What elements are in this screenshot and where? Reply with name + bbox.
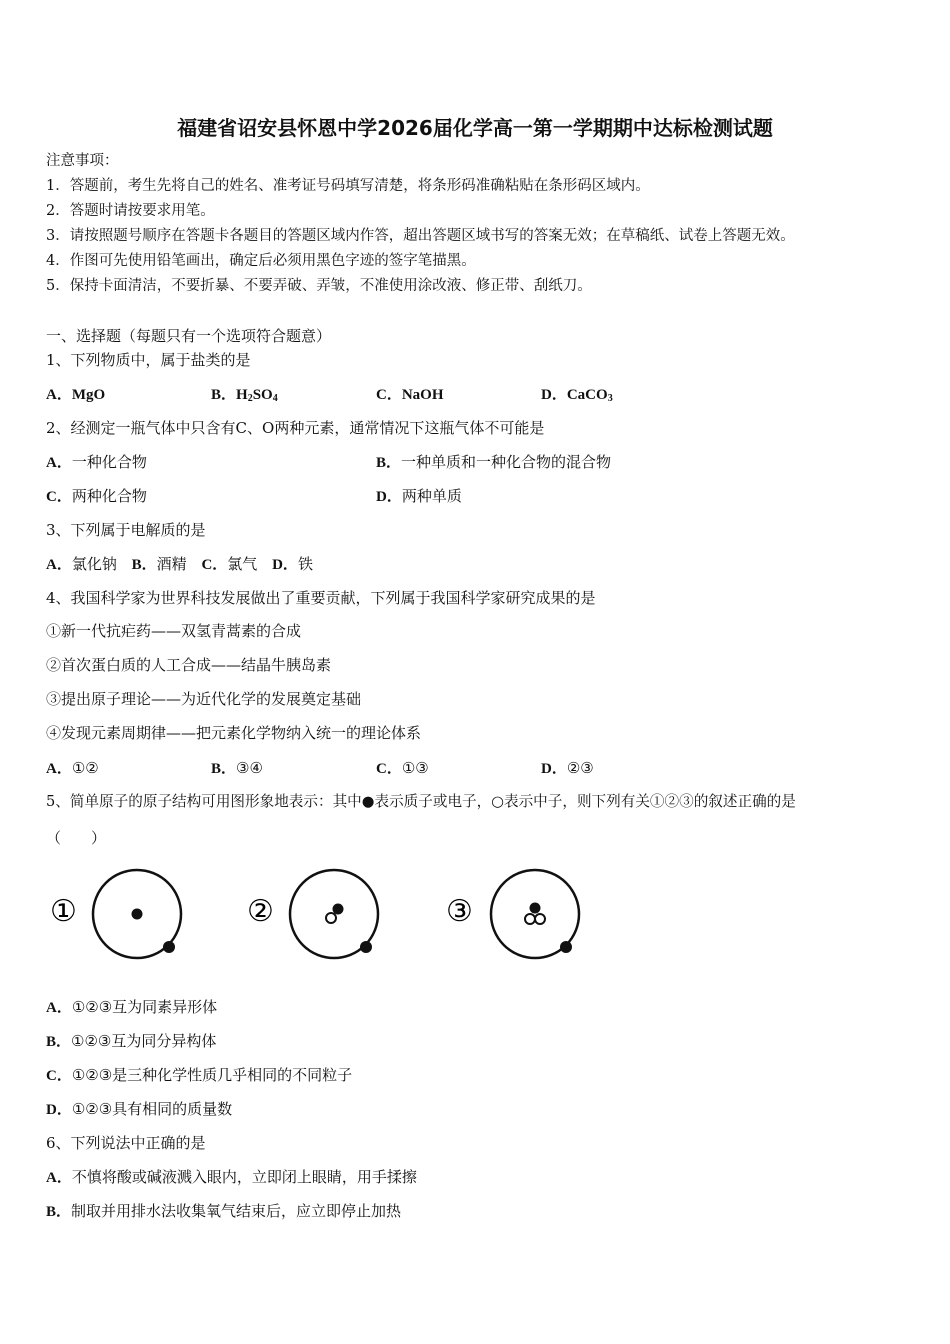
- q2-option-b: B．一种单质和一种化合物的混合物: [376, 453, 612, 471]
- q4-option-c: C．①③: [376, 759, 429, 777]
- electron-icon: [163, 941, 175, 953]
- q1-option-a: A．MgO: [46, 387, 106, 403]
- note-item: 5．保持卡面清洁，不要折暴、不要弄破、弄皱，不准使用涂改液、修正带、刮纸刀。: [46, 278, 592, 294]
- proton-icon: [333, 904, 344, 915]
- proton-icon: [132, 909, 143, 920]
- note-item: 1．答题前，考生先将自己的姓名、准考证号码填写清楚，将条形码准确粘贴在条形码区域内。: [46, 178, 650, 194]
- q3-options: A．氯化钠 B．酒精 C．氯气 D．铁: [46, 555, 313, 573]
- question-2-stem: 2、经测定一瓶气体中只含有C、O两种元素，通常情况下这瓶气体不可能是: [46, 419, 545, 437]
- q4-item: ④发现元素周期律——把元素化学物纳入统一的理论体系: [46, 724, 422, 742]
- atom-1: [50, 870, 181, 958]
- atom-diagram: [46, 858, 606, 968]
- electron-icon: [360, 941, 372, 953]
- question-6-stem: 6、下列说法中正确的是: [46, 1134, 206, 1152]
- q5-option-a: A．①②③互为同素异形体: [46, 998, 218, 1016]
- question-5-stem: 5、简单原子的原子结构可用图形象地表示：其中●表示质子或电子，○表示中子，则下列有关①②③的叙述正确的是: [46, 793, 796, 810]
- page-title: 福建省诏安县怀恩中学2026届化学高一第一学期期中达标检测试题: [177, 116, 773, 140]
- section-heading: 一、选择题（每题只有一个选项符合题意）: [46, 327, 332, 345]
- neutron-icon: [525, 914, 535, 924]
- atom-2: [247, 870, 378, 958]
- neutron-icon: [535, 914, 545, 924]
- q1-option-c: C．NaOH: [376, 387, 444, 403]
- proton-icon: [530, 903, 541, 914]
- q5-option-c: C．①②③是三种化学性质几乎相同的不同粒子: [46, 1066, 353, 1084]
- q4-item: ③提出原子理论——为近代化学的发展奠定基础: [46, 690, 362, 708]
- q1-option-d: D．CaCO$_3$: [541, 387, 613, 404]
- note-item: 3．请按照题号顺序在答题卡各题目的答题区域内作答，超出答题区域书写的答案无效；在草稿纸、试卷上答题无效。: [46, 228, 795, 244]
- q2-option-a: A．一种化合物: [46, 453, 147, 471]
- atom-1-label: ①: [50, 894, 77, 929]
- q4-option-d: D．②③: [541, 759, 594, 777]
- q4-item: ②首次蛋白质的人工合成——结晶牛胰岛素: [46, 656, 332, 674]
- q5-option-b: B．①②③互为同分异构体: [46, 1032, 217, 1050]
- q5-option-d: D．①②③具有相同的质量数: [46, 1100, 233, 1118]
- question-3-stem: 3、下列属于电解质的是: [46, 521, 206, 539]
- q4-option-a: A．①②: [46, 759, 99, 777]
- question-1-stem: 1、下列物质中，属于盐类的是: [46, 351, 251, 369]
- atom-3: [446, 870, 579, 958]
- notes-heading: 注意事项：: [46, 153, 119, 169]
- atom-2-label: ②: [247, 894, 274, 929]
- electron-icon: [560, 941, 572, 953]
- q2-option-d: D．两种单质: [376, 487, 462, 505]
- q6-option-a: A．不慎将酸或碱液溅入眼内，立即闭上眼睛，用手揉擦: [46, 1168, 417, 1186]
- question-4-stem: 4、我国科学家为世界科技发展做出了重要贡献，下列属于我国科学家研究成果的是: [46, 589, 596, 607]
- q6-option-b: B．制取并用排水法收集氧气结束后，应立即停止加热: [46, 1202, 402, 1220]
- q2-option-c: C．两种化合物: [46, 487, 147, 505]
- note-item: 4．作图可先使用铅笔画出，确定后必须用黑色字迹的签字笔描黑。: [46, 253, 476, 269]
- answer-paren: （ ）: [46, 829, 107, 847]
- note-item: 2．答题时请按要求用笔。: [46, 203, 215, 219]
- q1-option-b: B．$H_2SO_4$: [211, 387, 278, 404]
- neutron-icon: [326, 913, 336, 923]
- q4-item: ①新一代抗疟药——双氢青蒿素的合成: [46, 622, 302, 640]
- q4-option-b: B．③④: [211, 759, 263, 777]
- atom-3-label: ③: [446, 894, 473, 929]
